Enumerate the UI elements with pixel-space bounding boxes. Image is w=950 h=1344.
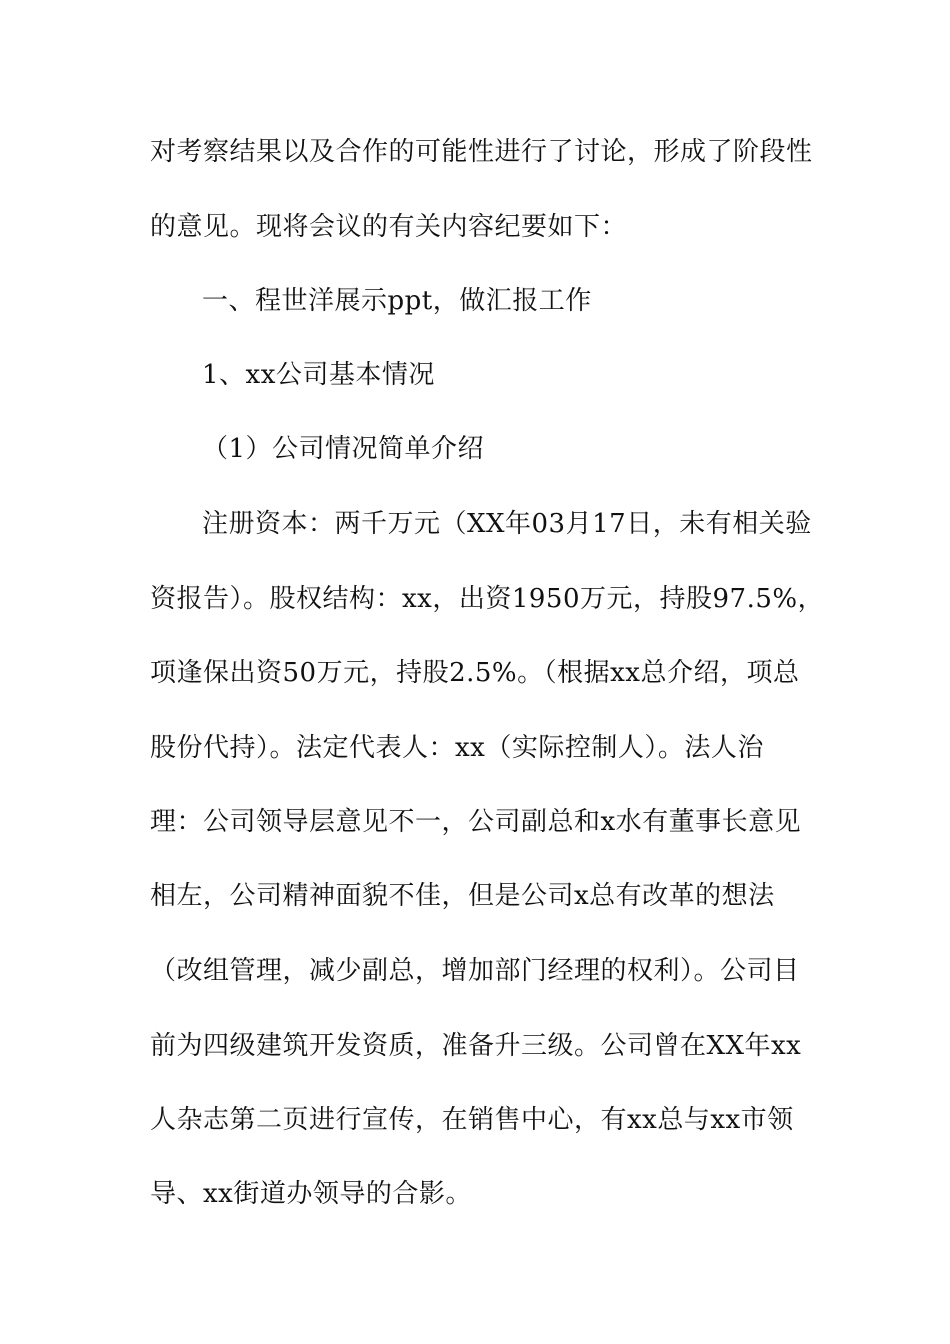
paragraph-line: 导、xx街道办领导的合影。 [150, 1179, 472, 1209]
paragraph-line: 相左，公司精神面貌不佳，但是公司x总有改革的想法 [150, 881, 775, 911]
subsection-heading: （1）公司情况简单介绍 [202, 434, 485, 464]
paragraph-line: 的意见。现将会议的有关内容纪要如下： [150, 212, 628, 242]
paragraph-line: 项逢保出资50万元，持股2.5%。（根据xx总介绍，项总 [150, 658, 800, 688]
paragraph-line: 注册资本：两千万元（XX年03月17日，未有相关验 [202, 509, 812, 539]
paragraph-line: 理：公司领导层意见不一，公司副总和x水有董事长意见 [150, 807, 802, 837]
paragraph-line: 前为四级建筑开发资质，准备升三级。公司曾在XX年xx [150, 1031, 802, 1061]
paragraph-line: （改组管理，减少副总，增加部门经理的权利）。公司目 [150, 956, 800, 986]
paragraph-line: 股份代持）。法定代表人：xx（实际控制人）。法人治 [150, 733, 764, 763]
paragraph-line: 资报告）。股权结构：xx，出资1950万元，持股97.5%， [150, 584, 825, 614]
section-heading: 一、程世洋展示ppt，做汇报工作 [202, 286, 592, 316]
paragraph-line: 人杂志第二页进行宣传，在销售中心，有xx总与xx市领 [150, 1105, 794, 1135]
subsection-heading: 1、xx公司基本情况 [202, 360, 435, 390]
paragraph-line: 对考察结果以及合作的可能性进行了讨论，形成了阶段性 [150, 137, 813, 167]
